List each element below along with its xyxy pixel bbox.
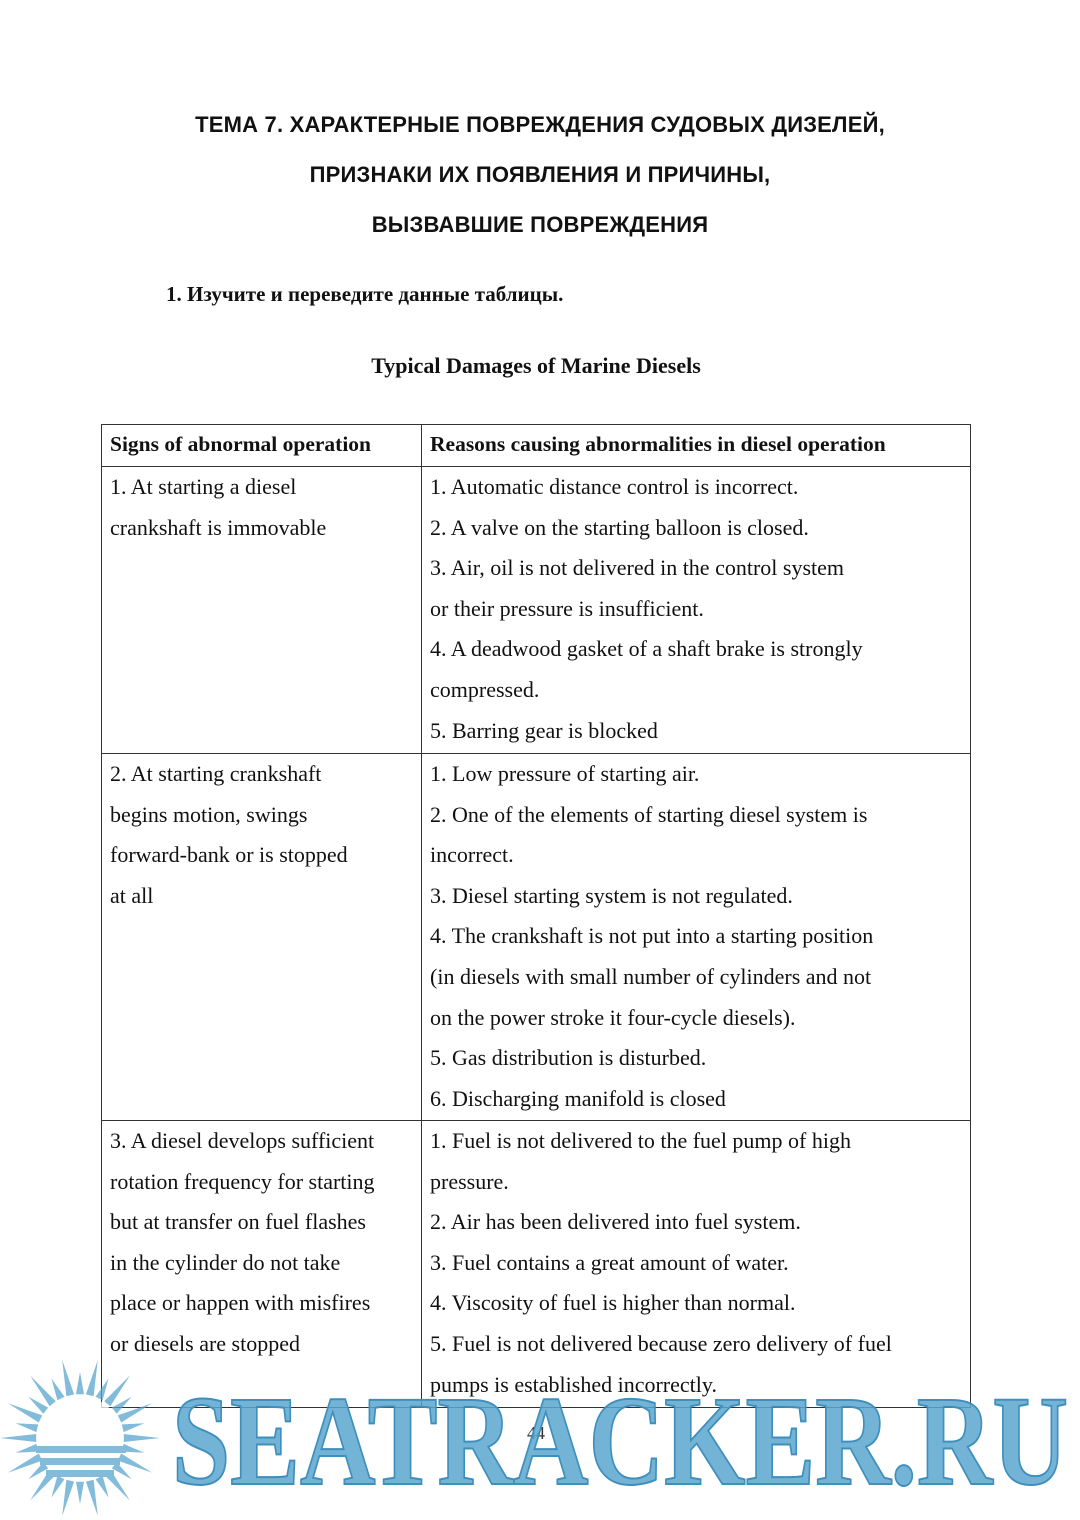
sign-line: 3. A diesel develops sufficient <box>110 1128 375 1153</box>
sun-ray <box>86 1480 98 1515</box>
sun-ray <box>96 1379 109 1401</box>
sun-ray <box>28 1397 48 1414</box>
sign-cell <box>102 467 422 754</box>
table-row <box>102 754 971 1121</box>
task-instruction: 1. Изучите и переведите данные таблицы. <box>166 282 564 306</box>
sign-line: at all <box>110 882 154 908</box>
sun-ray <box>0 1434 36 1442</box>
reason-line: 3. Fuel contains a great amount of water. <box>430 1249 789 1275</box>
sun-ray <box>112 1397 132 1414</box>
sign-line: rotation frequency for starting <box>110 1168 375 1194</box>
reason-line: 3. Diesel starting system is not regulated. <box>430 882 793 908</box>
sign-line: 2. At starting crankshaft <box>110 761 322 786</box>
reason-line: 1. Fuel is not delivered to the fuel pump of high <box>430 1128 851 1153</box>
reasons-cell <box>422 754 971 1121</box>
reason-line: 5. Fuel is not delivered because zero delivery of fuel <box>430 1330 892 1356</box>
header-reasons: Reasons causing abnormalities in diesel operation <box>422 425 971 467</box>
reasons-cell <box>422 1121 971 1408</box>
sun-ray <box>51 1476 64 1498</box>
reason-line: pumps is established incorrectly. <box>430 1371 717 1397</box>
reason-line: compressed. <box>430 676 540 702</box>
topic-heading <box>0 100 1080 250</box>
page-number: 44 <box>527 1423 545 1443</box>
reason-line: or their pressure is insufficient. <box>430 595 704 621</box>
sign-line: crankshaft is immovable <box>110 514 327 540</box>
sign-cell <box>102 754 422 1121</box>
sun-ray <box>96 1476 109 1498</box>
reason-line: 5. Gas distribution is disturbed. <box>430 1045 707 1071</box>
sign-line: or diesels are stopped <box>110 1330 300 1356</box>
watermark-text <box>168 1372 1080 1515</box>
sun-logo-icon <box>0 1358 160 1515</box>
sun-ray <box>86 1360 98 1396</box>
reason-line: incorrect. <box>430 842 514 868</box>
sun-ray <box>124 1434 160 1442</box>
reason-line: 4. A deadwood gasket of a shaft brake is strongly <box>430 636 863 662</box>
heading-line-2: ПРИЗНАКИ ИХ ПОЯВЛЕНИЯ И ПРИЧИНЫ, <box>309 162 771 187</box>
sun-ray <box>76 1482 84 1504</box>
reason-line: (in diesels with small number of cylinders and not <box>430 963 872 989</box>
reasons-cell <box>422 467 971 754</box>
sun-ray <box>62 1360 74 1396</box>
reason-line: 2. A valve on the starting balloon is closed. <box>430 514 809 540</box>
sun-ray <box>122 1423 145 1432</box>
reason-line: 4. The crankshaft is not put into a starting position <box>430 923 874 949</box>
sign-line: place or happen with misfires <box>110 1290 371 1316</box>
heading-line-1: ТЕМА 7. ХАРАКТЕРНЫЕ ПОВРЕЖДЕНИЯ СУДОВЫХ ДИЗЕЛЕЙ, <box>195 112 885 137</box>
sun-ray <box>62 1480 74 1515</box>
reason-line: 2. One of the elements of starting diesel system is <box>430 801 868 827</box>
damages-table <box>101 424 971 1408</box>
reason-line: 2. Air has been delivered into fuel system. <box>430 1209 801 1235</box>
sign-line: 1. At starting a diesel <box>110 474 297 499</box>
sign-line: begins motion, swings <box>110 801 308 827</box>
sun-ray <box>16 1423 39 1432</box>
sign-line: in the cylinder do not take <box>110 1249 341 1275</box>
table-row <box>102 467 971 754</box>
reason-line: 1. Automatic distance control is incorrect. <box>430 474 799 499</box>
sun-ray <box>76 1372 84 1394</box>
header-signs: Signs of abnormal operation <box>102 425 422 467</box>
reason-line: 3. Air, oil is not delivered in the control system <box>430 555 845 581</box>
reason-line: 4. Viscosity of fuel is higher than normal. <box>430 1290 796 1316</box>
reason-line: on the power stroke it four-cycle diesels). <box>430 1004 796 1030</box>
table-header-row <box>102 425 971 467</box>
sign-line: forward-bank or is stopped <box>110 842 348 868</box>
reason-line: 6. Discharging manifold is closed <box>430 1085 726 1111</box>
heading-line-3: ВЫЗВАВШИЕ ПОВРЕЖДЕНИЯ <box>371 212 709 237</box>
reason-line: 5. Barring gear is blocked <box>430 717 658 743</box>
reason-line: pressure. <box>430 1168 509 1194</box>
sun-ray <box>51 1379 64 1401</box>
sign-line: but at transfer on fuel flashes <box>110 1209 366 1235</box>
table-title: Typical Damages of Marine Diesels <box>371 353 701 378</box>
reason-line: 1. Low pressure of starting air. <box>430 761 700 786</box>
watermark-label: SEATRACKER.RU <box>172 1372 1068 1512</box>
sun-ray <box>16 1444 39 1453</box>
table-row <box>102 1121 971 1408</box>
